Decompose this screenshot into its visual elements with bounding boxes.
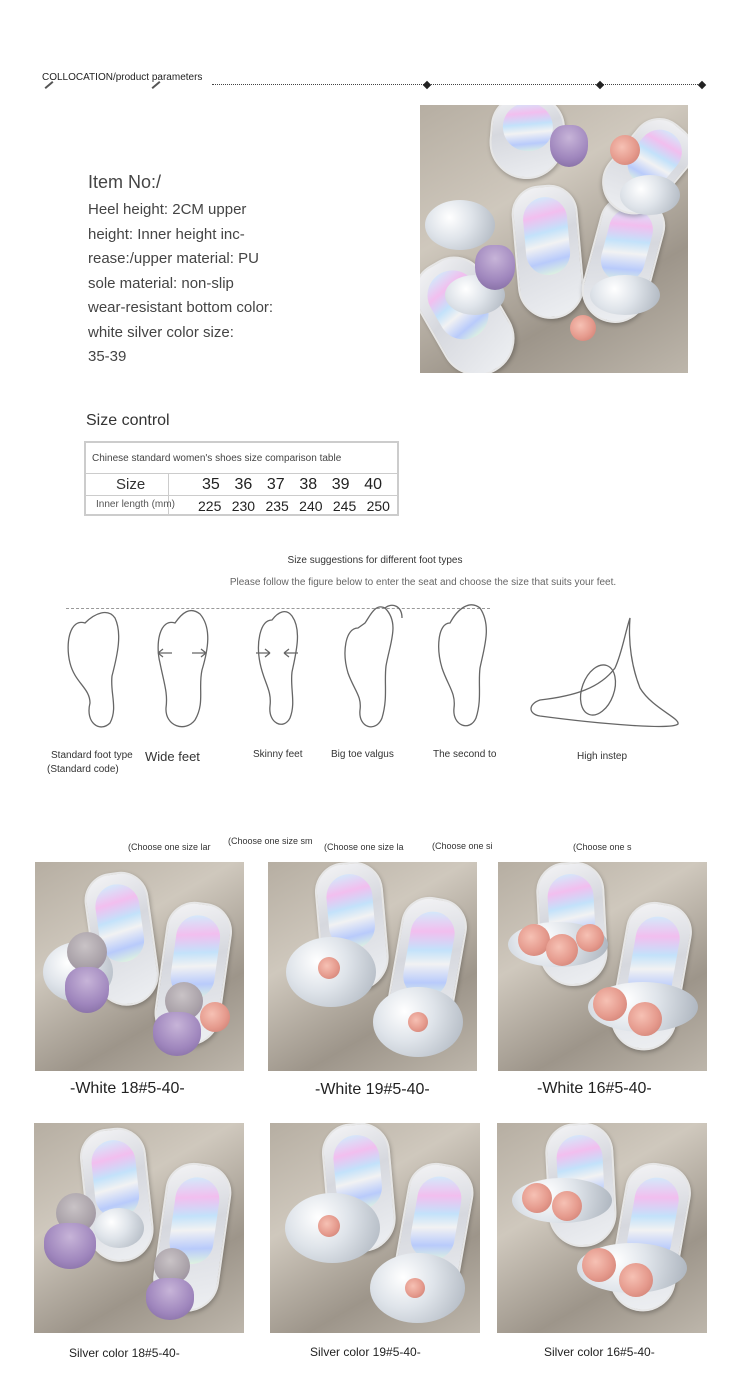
size-advice-note: (Choose one si: [432, 841, 493, 851]
size-row-label: Size: [116, 476, 146, 493]
length-value: 240: [299, 498, 323, 514]
product-photo-white-18: [35, 862, 244, 1071]
size-advice-note: (Choose one size sm: [228, 836, 313, 846]
foot-type-sublabel: (Standard code): [47, 764, 119, 775]
size-values-row: [202, 476, 382, 494]
product-caption: Silver color 16#5-40-: [544, 1345, 655, 1359]
length-value: 245: [332, 498, 357, 514]
item-number: Item No:/: [88, 172, 162, 192]
product-caption: Silver color 19#5-40-: [310, 1345, 421, 1359]
param-line: wear-resistant bottom color:: [88, 299, 274, 316]
foot-outlines-illustration: [40, 598, 720, 748]
length-row-label: Inner length (mm): [96, 499, 175, 510]
product-caption: -White 16#5-40-: [537, 1080, 652, 1097]
size-value: 36: [234, 476, 253, 493]
length-value: 225: [198, 498, 222, 514]
high-instep-outline: [531, 618, 678, 726]
skinny-foot-outline: [259, 612, 298, 725]
size-value: 38: [299, 476, 318, 493]
product-photo-white-19: [268, 862, 477, 1071]
section-header-label: COLLOCATION/product parameters: [42, 72, 203, 83]
big-toe-valgus-outline: [345, 605, 402, 727]
wide-foot-outline: [158, 611, 208, 727]
foot-type-label: Skinny feet: [253, 749, 303, 760]
product-photo-silver-18: [34, 1123, 244, 1333]
product-photo-silver-19: [270, 1123, 480, 1333]
second-toe-outline: [439, 605, 487, 726]
product-caption: Silver color 18#5-40-: [69, 1346, 180, 1360]
size-value: 40: [364, 476, 382, 493]
size-value: 37: [266, 476, 285, 493]
length-value: 230: [231, 498, 256, 514]
foot-type-label: High instep: [577, 751, 628, 762]
product-photo-white-16: [498, 862, 707, 1071]
hero-product-photo: [420, 105, 688, 373]
param-line: rease:/upper material: PU: [88, 250, 259, 267]
product-caption: -White 19#5-40-: [315, 1081, 430, 1098]
size-control-heading: Size control: [86, 412, 170, 429]
header-diamond-3: [698, 81, 706, 89]
length-values-row: [198, 498, 390, 514]
header-dotted-line: [212, 84, 702, 85]
foot-type-label: Standard foot type: [51, 750, 133, 761]
param-line: sole material: non-slip: [88, 274, 234, 292]
size-value: 35: [202, 476, 220, 493]
length-value: 250: [366, 498, 390, 514]
size-comparison-table: [84, 441, 399, 516]
foot-type-label: The second to: [433, 749, 497, 760]
header-diamond-2: [596, 81, 604, 89]
product-photo-silver-16: [497, 1123, 707, 1333]
wide-arrow-left: [158, 649, 172, 657]
foot-type-label: Wide feet: [145, 749, 200, 764]
foot-guide-subtitle: Please follow the figure below to enter the seat and choose the size that suits your feet.: [229, 577, 617, 588]
param-line: height: Inner height inc-: [88, 225, 245, 243]
size-advice-note: (Choose one size la: [324, 842, 404, 852]
wide-arrow-right: [192, 649, 206, 657]
product-parameters: [88, 198, 288, 370]
product-caption: -White 18#5-40-: [70, 1080, 185, 1097]
param-line: Heel height: 2CM upper: [88, 201, 247, 218]
param-line: white silver color size:: [88, 323, 234, 341]
table-title: Chinese standard women's shoes size comparison table: [92, 453, 342, 464]
foot-guide-title: Size suggestions for different foot types: [287, 555, 463, 566]
size-value: 39: [331, 476, 350, 493]
length-value: 235: [265, 498, 289, 514]
standard-foot-outline: [68, 613, 119, 727]
size-advice-note: (Choose one size lar: [128, 842, 211, 852]
foot-type-label: Big toe valgus: [331, 749, 394, 760]
param-line: 35-39: [88, 348, 127, 365]
header-diamond-1: [423, 81, 431, 89]
size-advice-note: (Choose one s: [573, 842, 632, 852]
